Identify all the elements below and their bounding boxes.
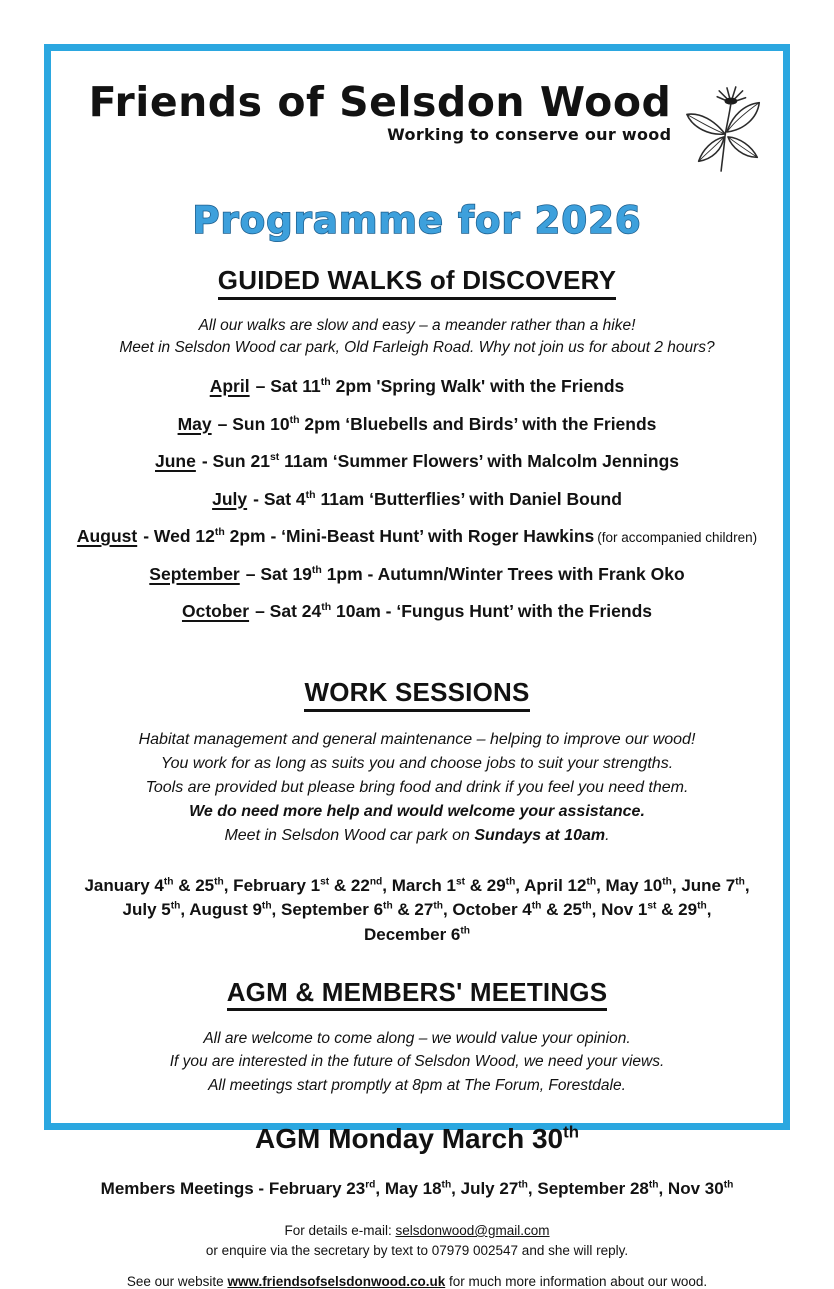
walks-intro <box>69 315 765 360</box>
walk-detail: – Sun 10th 2pm ‘Bluebells and Birds’ with the Friends <box>217 413 657 434</box>
work-dates-line: July 5th, August 9th, September 6th & 27th, October 4th & 25th, Nov 1st & 29th, <box>122 900 712 920</box>
work-help-line: We do need more help and would welcome your assistance. <box>189 802 645 820</box>
walk-list <box>69 376 765 622</box>
walk-item-august <box>69 526 765 547</box>
programme-title: Programme for 2026 <box>192 199 642 242</box>
header <box>88 78 765 175</box>
walks-intro-line: Meet in Selsdon Wood car park, Old Farleigh Road. Why not join us for about 2 hours? <box>119 339 715 357</box>
agm-intro-line: All meetings start promptly at 8pm at The Forum, Forestdale. <box>208 1076 626 1094</box>
walk-item-july <box>69 489 765 510</box>
walk-month: September <box>149 563 240 584</box>
agm-intro <box>69 1027 765 1097</box>
footer-website-pre: See our website <box>126 1274 228 1289</box>
work-intro-line: Habitat management and general maintenance – helping to improve our wood! <box>138 730 696 748</box>
section-guided-walks <box>69 248 765 622</box>
walk-month: June <box>155 451 196 472</box>
walk-item-april <box>69 376 765 397</box>
title-block <box>88 78 672 145</box>
walk-month: October <box>181 601 250 622</box>
work-sessions-heading: WORK SESSIONS <box>304 678 529 712</box>
footer-enquire-line: or enquire via the secretary by text to 07979 002547 and she will reply. <box>205 1243 629 1259</box>
section-work-sessions <box>69 652 765 948</box>
work-dates <box>69 874 765 948</box>
org-tagline: Working to conserve our wood <box>387 125 672 145</box>
section-agm <box>69 952 765 1199</box>
agm-intro-line: If you are interested in the future of Selsdon Wood, we need your views. <box>169 1053 665 1071</box>
website-link[interactable]: www.friendsofselsdonwood.co.uk <box>227 1274 446 1289</box>
walk-detail: – Sat 11th 2pm 'Spring Walk' with the Friends <box>255 376 625 397</box>
walk-month: April <box>209 376 250 397</box>
walk-item-october <box>69 601 765 622</box>
footer-email-pre: For details e-mail: <box>284 1222 396 1238</box>
work-intro <box>69 728 765 848</box>
walk-item-june <box>69 451 765 472</box>
walk-detail: - Wed 12th 2pm - ‘Mini-Beast Hunt’ with Roger Hawkins <box>143 526 595 547</box>
email-link[interactable]: selsdonwood@gmail.com <box>395 1222 550 1238</box>
walk-month: May <box>177 413 212 434</box>
work-intro-line: You work for as long as suits you and choose jobs to suit your strengths. <box>160 754 674 772</box>
walk-detail: - Sat 4th 11am ‘Butterflies’ with Daniel Bound <box>253 488 622 509</box>
walk-item-september <box>69 564 765 585</box>
agm-intro-line: All are welcome to come along – we would value your opinion. <box>203 1030 631 1048</box>
guided-walks-heading: GUIDED WALKS of DISCOVERY <box>218 266 616 300</box>
agm-date-title: AGM Monday March 30th <box>255 1122 579 1154</box>
members-meetings-line: Members Meetings - February 23rd, May 18th, July 27th, September 28th, Nov 30th <box>100 1178 734 1198</box>
org-title: Friends of Selsdon Wood <box>88 78 672 126</box>
walk-detail: – Sat 19th 1pm - Autumn/Winter Trees with Frank Oko <box>245 563 685 584</box>
footer-contact <box>69 1221 765 1262</box>
work-dates-line: December 6th <box>363 924 470 944</box>
walks-intro-line: All our walks are slow and easy – a meander rather than a hike! <box>198 316 636 334</box>
walk-month: August <box>76 526 138 547</box>
work-meet-post: . <box>605 826 610 844</box>
walk-detail: – Sat 24th 10am - ‘Fungus Hunt’ with the Friends <box>255 601 653 622</box>
footer-email-line <box>69 1221 765 1241</box>
walk-note: (for accompanied children) <box>597 530 758 546</box>
walk-month: July <box>212 488 248 509</box>
footer-website-post: for much more information about our wood. <box>445 1274 708 1289</box>
walk-item-may <box>69 414 765 435</box>
work-meet-line <box>69 824 765 848</box>
flower-logo-icon <box>677 85 775 175</box>
work-dates-line: January 4th & 25th, February 1st & 22nd, March 1st & 29th, April 12th, May 10th, June 7th, <box>84 875 750 895</box>
footer-website <box>69 1274 765 1289</box>
work-meet-bold: Sundays at 10am <box>474 826 606 844</box>
agm-heading: AGM & MEMBERS' MEETINGS <box>227 978 608 1012</box>
work-meet-pre: Meet in Selsdon Wood car park on <box>224 826 475 844</box>
work-intro-line: Tools are provided but please bring food and drink if you feel you need them. <box>145 778 689 796</box>
walk-detail: - Sun 21st 11am ‘Summer Flowers’ with Malcolm Jennings <box>201 451 679 472</box>
blue-border-frame <box>44 44 790 1289</box>
